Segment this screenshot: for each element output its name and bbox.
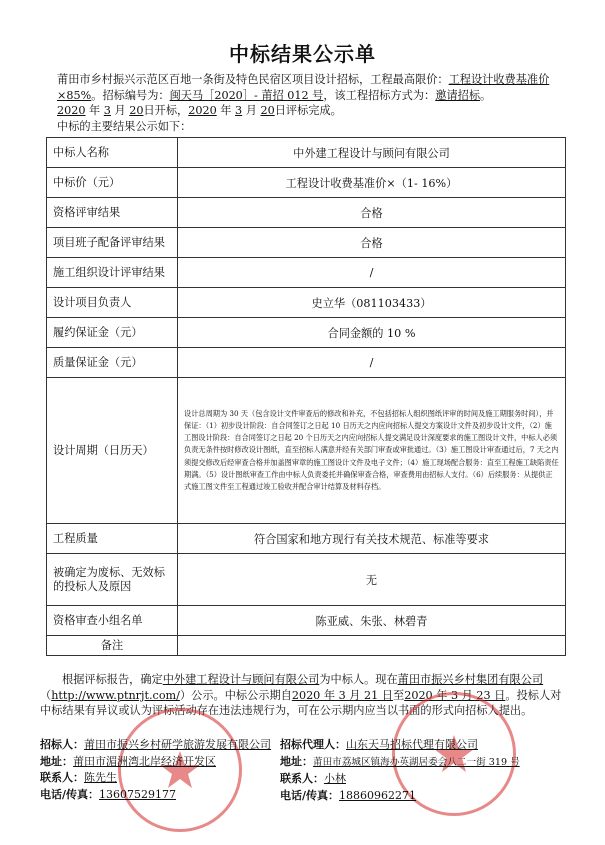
table-row bbox=[47, 318, 566, 348]
table-row bbox=[47, 348, 566, 378]
row-label: 中标价（元） bbox=[47, 168, 178, 198]
table-row bbox=[47, 606, 566, 636]
agent-contacts: 招标代理人：山东天马招标代理有限公司 地址：莆田市荔城区镇海办英湖居委会八二一街 319 号 联系人：小林 电话/传真：18860962271 bbox=[280, 738, 520, 802]
row-label: 项目班子配备评审结果 bbox=[47, 228, 178, 258]
row-value: 合格 bbox=[178, 228, 566, 258]
table-row bbox=[47, 168, 566, 198]
publisher-name: 莆田市振兴乡村集团有限公司 bbox=[397, 673, 544, 686]
agent-contact: 小林 bbox=[324, 772, 346, 785]
price-limit: 工程设计收费基准价×85% bbox=[57, 73, 550, 102]
row-label: 资格审查小组名单 bbox=[47, 606, 178, 636]
table-row bbox=[47, 228, 566, 258]
row-value: 合格 bbox=[178, 198, 566, 228]
table-row bbox=[47, 524, 566, 554]
row-label: 资格评审结果 bbox=[47, 198, 178, 228]
design-period-detail: 设计总周期为 30 天（包含设计文件审查后的修改和补充，不包括招标人组织图纸评审的时间及施工期服务时间），并保证：（1）初步设计阶段：自合同签订之日起 10 日历天之内应向招标人提交方案设计文件及初步设计文件，（2）施工图设计阶段：自合同签订之日起 20 个日历天之内应向招标人提交满足设计深度要求的施工图设计文件，中标人必须负责无条件按时修改设计图纸，直至招标人满意并经有关部门审查或审批通过。（3）施工图设计审查通过后，7 天之内须提交修改后经审查合格并加盖图审章的施工图设计文件及电子文件；（4）施工现场配合服务：直至工程施工缺陷责任期满。（5）设计图纸审查工作由中标人负责委托并确保审查合格，审查费用由招标人支付。（6）后续服务：从提供正式施工图文件至工程通过竣工验收并配合审计结算及材料存档。 bbox=[178, 378, 566, 524]
publisher-url[interactable]: http://www.ptnrjt.com/ bbox=[51, 688, 180, 702]
row-value: 无 bbox=[178, 554, 566, 606]
row-label: 备注 bbox=[47, 636, 178, 656]
row-value: 史立华（081103433） bbox=[178, 288, 566, 318]
row-label: 工程质量 bbox=[47, 524, 178, 554]
table-row bbox=[47, 198, 566, 228]
row-label: 质量保证金（元） bbox=[47, 348, 178, 378]
tenderer-address: 莆田市湄洲湾北岸经济开发区 bbox=[73, 754, 216, 768]
agent-address: 莆田市荔城区镇海办英湖居委会八二一街 319 号 bbox=[313, 756, 520, 768]
agent-phone: 18860962271 bbox=[339, 788, 417, 802]
table-row bbox=[47, 554, 566, 606]
row-value: 符合国家和地方现行有关技术规范、标准等要求 bbox=[178, 524, 566, 554]
tenderer-name: 莆田市振兴乡村研学旅游发展有限公司 bbox=[84, 738, 271, 751]
footer-paragraph: 根据评标报告，确定中外建工程设计与顾问有限公司为中标人。现在莆田市振兴乡村集团有限公司（http://www.ptnrjt.com/）公示。中标公示期自2020 年 3 月 21 日至2020 年 3 月 23 日。投标人对中标结果有异议或认为评标活动存在违法违规行为，可在公示期内应当以书面的形式向招标人提出。 bbox=[40, 673, 562, 717]
row-value: 合同金额的 10 % bbox=[178, 318, 566, 348]
tenderer-phone: 13607529177 bbox=[99, 787, 177, 801]
table-row bbox=[47, 378, 566, 524]
row-value: / bbox=[178, 258, 566, 288]
tenderer-contacts: 招标人：莆田市振兴乡村研学旅游发展有限公司 地址：莆田市湄洲湾北岸经济开发区 联系人：陈先生 电话/传真：13607529177 bbox=[40, 738, 271, 801]
row-value bbox=[178, 636, 566, 656]
table-row bbox=[47, 258, 566, 288]
intro-line-1: 莆田市乡村振兴示范区百地一条街及特色民宿区项目设计招标，工程最高限价：工程设计收费基准价×85%。招标编号为：闽天马［2020］- 莆招 012 号，该工程招标方式为：邀请招标。 bbox=[57, 73, 550, 102]
row-value: 陈亚威、朱张、林碧青 bbox=[178, 606, 566, 636]
page-title: 中标结果公示单 bbox=[229, 42, 376, 66]
tenderer-contact: 陈先生 bbox=[84, 771, 117, 784]
row-label: 设计周期（日历天） bbox=[47, 378, 178, 524]
table-row bbox=[47, 288, 566, 318]
agent-name: 山东天马招标代理有限公司 bbox=[346, 738, 478, 751]
result-table bbox=[46, 137, 566, 656]
winner-name: 中外建工程设计与顾问有限公司 bbox=[162, 673, 320, 686]
row-label: 被确定为废标、无效标的投标人及原因 bbox=[47, 554, 178, 606]
tender-number: 闽天马［2020］- 莆招 012 号 bbox=[169, 88, 324, 102]
tender-method: 邀请招标 bbox=[435, 88, 481, 102]
row-value: / bbox=[178, 348, 566, 378]
table-row bbox=[47, 636, 566, 656]
intro-dates: 2020 年 3 月 20日开标，2020 年 3 月 20日评标完成。 bbox=[57, 104, 342, 117]
intro-paragraph bbox=[57, 72, 567, 134]
intro-summary: 中标的主要结果公示如下： bbox=[57, 119, 192, 133]
row-label: 设计项目负责人 bbox=[47, 288, 178, 318]
table-row bbox=[47, 138, 566, 168]
row-value: 中外建工程设计与顾问有限公司 bbox=[178, 138, 566, 168]
row-label: 中标人名称 bbox=[47, 138, 178, 168]
row-value: 工程设计收费基准价×（1- 16%） bbox=[178, 168, 566, 198]
row-label: 履约保证金（元） bbox=[47, 318, 178, 348]
row-label: 施工组织设计评审结果 bbox=[47, 258, 178, 288]
